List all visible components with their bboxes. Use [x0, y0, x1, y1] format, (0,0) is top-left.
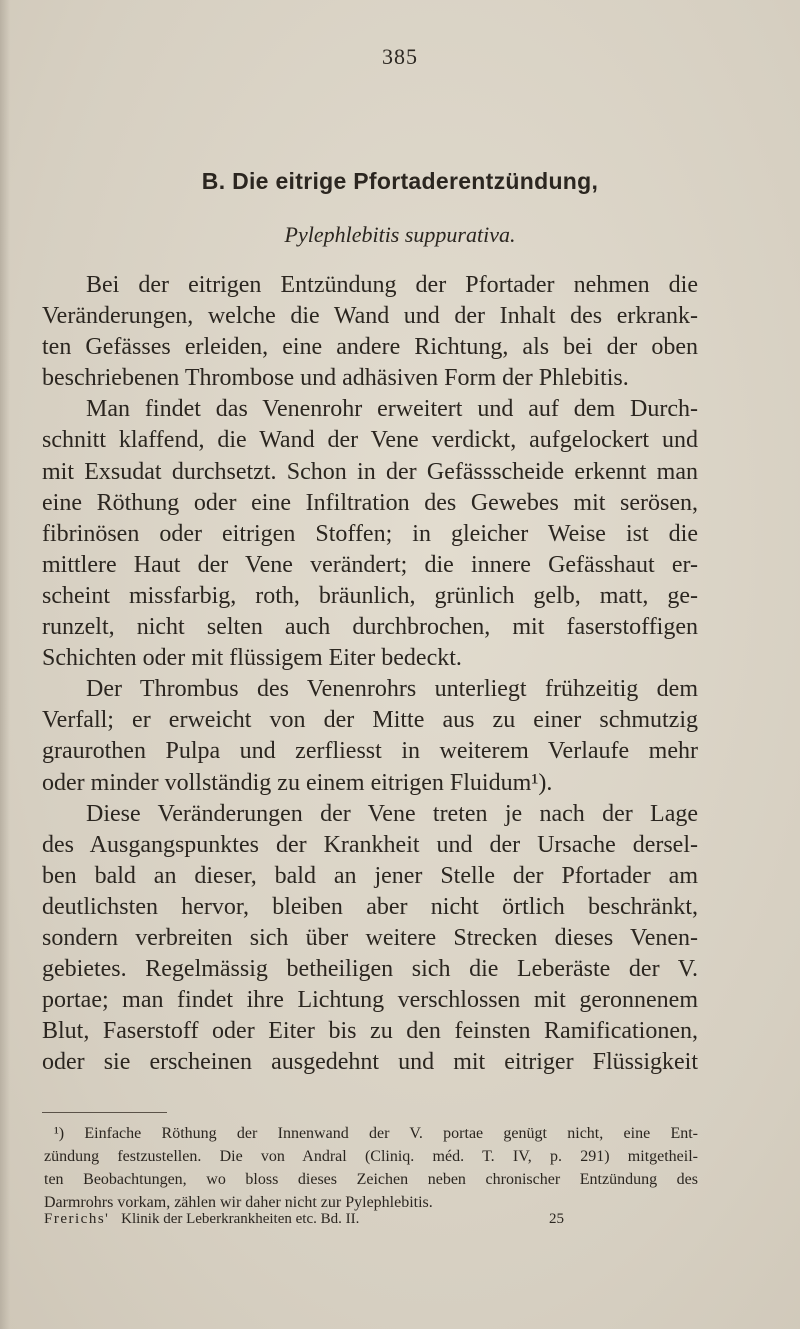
- text-line: portae; man findet ihre Lichtung verschlossen mit geronnenem: [42, 987, 698, 1014]
- text-line: Blut, Faserstoff oder Eiter bis zu den feinsten Ramificationen,: [42, 1018, 698, 1045]
- footnote-rule: [42, 1112, 167, 1113]
- text-line: Veränderungen, welche die Wand und der Inhalt des erkrank-: [42, 303, 698, 330]
- text-line: graurothen Pulpa und zerfliesst in weiterem Verlaufe mehr: [42, 738, 698, 765]
- text-line: ben bald an dieser, bald an jener Stelle der Pfortader am: [42, 862, 698, 889]
- footnote-line: ¹) Einfache Röthung der Innenwand der V. portae genügt nicht, eine Ent-: [54, 1125, 698, 1142]
- text-line: Schichten oder mit flüssigem Eiter bedeckt.: [42, 645, 462, 672]
- text-line: Man findet das Venenrohr erweitert und auf dem Durch-: [86, 396, 698, 423]
- section-subheading: Pylephlebitis suppurativa.: [284, 222, 516, 247]
- text-line: gebietes. Regelmässig betheiligen sich die Leberäste der V.: [42, 956, 698, 983]
- body-text: [42, 270, 698, 1078]
- signature-sheet-number: 25: [549, 1211, 564, 1227]
- text-line: oder sie erscheinen ausgedehnt und mit eitriger Flüssigkeit: [42, 1049, 698, 1076]
- footnote: [44, 1122, 698, 1214]
- text-line: beschriebenen Thrombose und adhäsiven Form der Phlebitis.: [42, 365, 629, 392]
- text-line: mit Exsudat durchsetzt. Schon in der Gefässscheide erkennt man: [42, 458, 698, 485]
- signature-text: [44, 1211, 359, 1228]
- text-line: Bei der eitrigen Entzündung der Pfortader nehmen die: [86, 272, 698, 298]
- signature-title: Klinik der Leberkrankheiten etc. Bd. II.: [121, 1211, 360, 1227]
- text-line: runzelt, nicht selten auch durchbrochen, mit faserstoffigen: [42, 614, 698, 641]
- footnote-line: ten Beobachtungen, wo bloss dieses Zeichen neben chronischer Entzündung des: [44, 1171, 698, 1188]
- text-line: fibrinösen oder eitrigen Stoffen; in gleicher Weise ist die: [42, 520, 698, 547]
- signature-author: Frerichs': [44, 1211, 110, 1227]
- text-line: mittlere Haut der Vene verändert; die innere Gefässhaut er-: [42, 551, 698, 578]
- text-line: Verfall; er erweicht von der Mitte aus zu einer schmutzig: [42, 707, 698, 734]
- page-number: 385: [382, 44, 418, 69]
- footnote-line: Darmrohrs vorkam, zählen wir daher nicht zur Pylephlebitis.: [44, 1194, 433, 1211]
- text-line: ten Gefässes erleiden, eine andere Richtung, als bei der oben: [42, 334, 698, 361]
- text-line: eine Röthung oder eine Infiltration des Gewebes mit serösen,: [42, 489, 698, 516]
- footnote-line: zündung festzustellen. Die von Andral (Cliniq. méd. T. IV, p. 291) mitgetheil-: [44, 1148, 698, 1165]
- page-edge-shadow: [0, 0, 10, 1329]
- text-line: Der Thrombus des Venenrohrs unterliegt frühzeitig dem: [86, 676, 698, 703]
- signature-line: [44, 1211, 564, 1228]
- text-line: schnitt klaffend, die Wand der Vene verdickt, aufgelockert und: [42, 427, 698, 454]
- text-line: oder minder vollständig zu einem eitrigen Fluidum¹).: [42, 769, 553, 796]
- text-line: deutlichsten hervor, bleiben aber nicht örtlich beschränkt,: [42, 893, 698, 920]
- text-line: sondern verbreiten sich über weitere Strecken dieses Venen-: [42, 924, 698, 951]
- section-heading: B. Die eitrige Pfortaderentzündung,: [201, 168, 599, 194]
- text-line: scheint missfarbig, roth, bräunlich, grünlich gelb, matt, ge-: [42, 582, 698, 609]
- text-line: Diese Veränderungen der Vene treten je nach der Lage: [86, 800, 698, 827]
- text-line: des Ausgangspunktes der Krankheit und der Ursache dersel-: [42, 831, 698, 858]
